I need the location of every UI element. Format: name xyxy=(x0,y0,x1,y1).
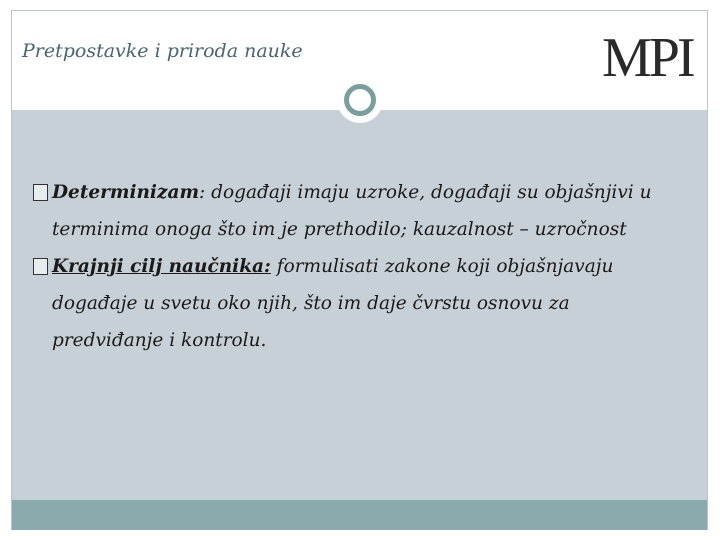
bullet-term: Determinizam xyxy=(52,182,200,203)
bullet-term: Krajnji cilj naučnika: xyxy=(52,256,271,277)
bullet-item xyxy=(33,248,693,359)
bullet-text: : događaji imaju uzroke, događaji su objašnjivi u xyxy=(199,182,652,203)
bullet-list xyxy=(33,174,693,359)
footer-bar xyxy=(12,500,707,530)
logo: MPI xyxy=(602,27,693,89)
square-bullet-icon xyxy=(33,258,48,275)
bullet-text: formulisati zakone koji objašnjavaju xyxy=(270,256,614,277)
bullet-continuation: događaje u svetu oko njih, što im daje čvrstu osnovu za xyxy=(52,293,570,314)
bullet-continuation: predviđanje i kontrolu. xyxy=(52,330,267,351)
slide-title: Pretpostavke i priroda nauke xyxy=(22,40,303,62)
circle-icon xyxy=(337,77,383,123)
bullet-continuation: terminima onoga što im je prethodilo; kauzalnost – uzročnost xyxy=(52,219,627,240)
bullet-item xyxy=(33,174,693,248)
square-bullet-icon xyxy=(33,184,48,201)
